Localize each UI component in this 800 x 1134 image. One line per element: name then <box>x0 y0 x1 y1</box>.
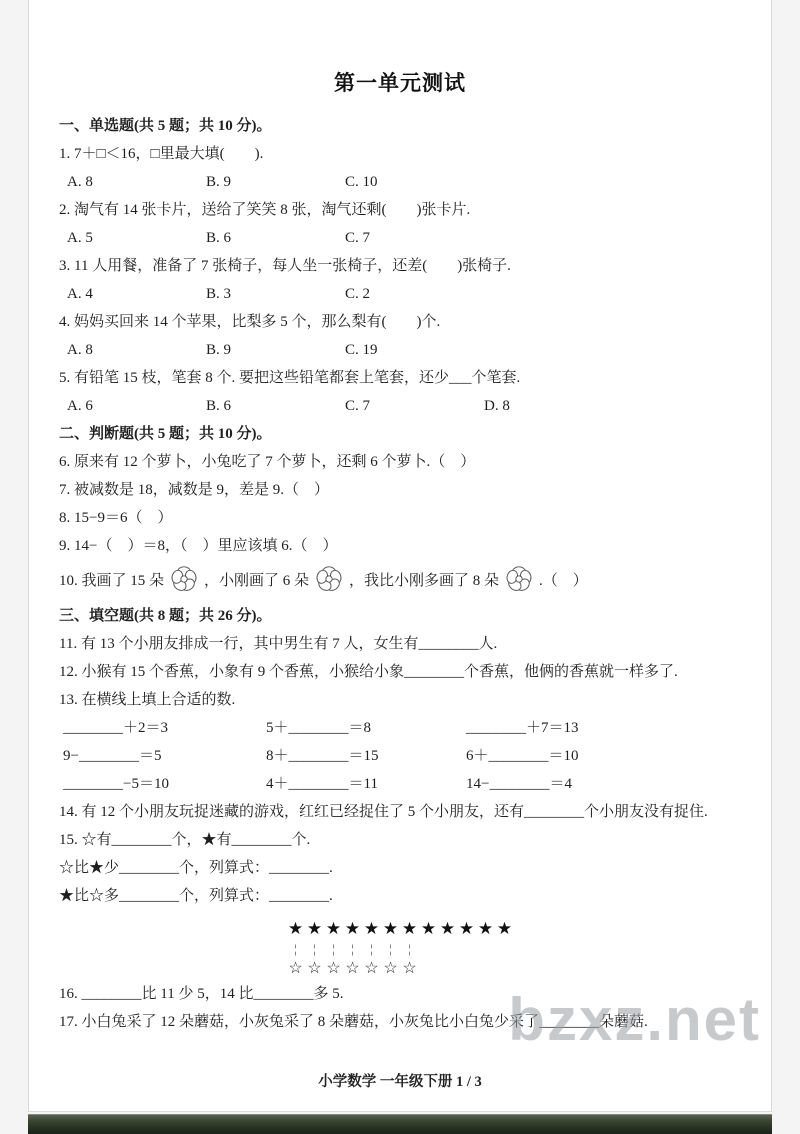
question-17-text: 17. 小白兔采了 12 朵蘑菇，小灰兔采了 8 朵蘑菇，小灰兔比小白兔少采了________朵蘑菇. <box>59 1014 648 1030</box>
option-c: C. 10 <box>345 174 378 190</box>
question-15-sub1: ☆比★少________个，列算式：________. <box>59 860 333 876</box>
question-10-part1: 10. 我画了 15 朵 <box>59 573 165 589</box>
option-b: B. 9 <box>206 174 232 190</box>
question-1-text: 1. 7＋□＜16，□里最大填( ). <box>59 146 264 162</box>
question-3-options <box>59 280 741 308</box>
hollow-stars-row: ☆ ☆ ☆ ☆ ☆ ☆ ☆ <box>288 960 417 977</box>
question-13-text: 13. 在横线上填上合适的数. <box>59 692 236 708</box>
option-c: C. 2 <box>345 286 371 302</box>
option-b: B. 6 <box>206 230 232 246</box>
option-b: B. 9 <box>206 342 232 358</box>
document-page <box>28 0 772 1112</box>
page-footer: 小学数学 一年级下册 1 / 3 <box>318 1074 482 1090</box>
option-a: A. 5 <box>67 230 93 246</box>
blank-equation: 8＋________＝15 <box>266 748 379 764</box>
option-b: B. 6 <box>206 398 232 414</box>
question-6-text: 6. 原来有 12 个萝卜，小兔吃了 7 个萝卜，还剩 6 个萝卜.（ ） <box>59 454 476 470</box>
question-10-part2: ，小刚画了 6 朵 <box>204 573 310 589</box>
question-2-options <box>59 224 741 252</box>
question-14-text: 14. 有 12 个小朋友玩捉迷藏的游戏，红红已经捉住了 5 个小朋友，还有________个小朋友没有捉住. <box>59 804 708 820</box>
section-heading-choice: 一、单选题(共 5 题；共 10 分)。 <box>59 118 272 134</box>
question-11-text: 11. 有 13 个小朋友排成一行，其中男生有 7 人，女生有________人. <box>59 636 498 652</box>
question-12-text: 12. 小猴有 15 个香蕉，小象有 9 个香蕉，小猴给小象________个香蕉，他俩的香蕉就一样多了. <box>59 664 678 680</box>
blank-equation: 6＋________＝10 <box>466 748 579 764</box>
blank-equation: 4＋________＝11 <box>266 776 378 792</box>
question-7-text: 7. 被减数是 18，减数是 9，差是 9.（ ） <box>59 482 330 498</box>
question-9-text: 9. 14−（ ）＝8，（ ）里应该填 6.（ ） <box>59 538 338 554</box>
equation-row-1 <box>59 714 741 742</box>
section-heading-judge: 二、判断题(共 5 题；共 10 分)。 <box>59 426 272 442</box>
option-b: B. 3 <box>206 286 232 302</box>
question-3-text: 3. 11 人用餐，准备了 7 张椅子，每人坐一张椅子，还差( )张椅子. <box>59 258 511 274</box>
blank-equation: 5＋________＝8 <box>266 720 372 736</box>
blank-equation: ________−5＝10 <box>63 776 169 792</box>
option-a: A. 8 <box>67 174 93 190</box>
question-4-text: 4. 妈妈买回来 14 个苹果，比梨多 5 个，那么梨有( )个. <box>59 314 441 330</box>
filled-stars-row: ★ ★ ★ ★ ★ ★ ★ ★ ★ ★ ★ ★ <box>287 919 513 938</box>
option-c: C. 19 <box>345 342 378 358</box>
blank-equation: 14−________＝4 <box>466 776 572 792</box>
page-title: 第一单元测试 <box>334 71 466 95</box>
question-10-part4: .（ ） <box>539 573 588 589</box>
question-15-sub2: ★比☆多________个，列算式：________. <box>59 888 333 904</box>
section-heading-fill: 三、填空题(共 8 题；共 26 分)。 <box>59 608 272 624</box>
question-5-text: 5. 有铅笔 15 枝，笔套 8 个. 要把这些铅笔都套上笔套，还少___个笔套. <box>59 370 521 386</box>
star-comparison-diagram <box>286 918 514 980</box>
question-5-options <box>59 392 741 420</box>
option-a: A. 8 <box>67 342 93 358</box>
flower-icon <box>166 564 202 594</box>
pairing-ticks-row: ¦ ¦ ¦ ¦ ¦ ¦ ¦ <box>294 941 411 956</box>
question-10-text <box>59 560 741 602</box>
flower-icon <box>501 564 537 594</box>
blank-equation: 9−________＝5 <box>63 748 162 764</box>
question-8-text: 8. 15−9＝6（ ） <box>59 510 173 526</box>
option-a: A. 6 <box>67 398 93 414</box>
question-4-options <box>59 336 741 364</box>
question-15-text: 15. ☆有________个，★有________个. <box>59 832 311 848</box>
question-10-part3: ，我比小刚多画了 8 朵 <box>349 573 500 589</box>
question-1-options <box>59 168 741 196</box>
blank-equation: ________＋2＝3 <box>63 720 169 736</box>
question-16-text: 16. ________比 11 少 5，14 比________多 5. <box>59 986 344 1002</box>
watermark: bzxz.net <box>508 986 761 1053</box>
blank-equation: ________＋7＝13 <box>466 720 579 736</box>
question-2-text: 2. 淘气有 14 张卡片，送给了笑笑 8 张，淘气还剩( )张卡片. <box>59 202 471 218</box>
flower-icon <box>311 564 347 594</box>
option-a: A. 4 <box>67 286 93 302</box>
equation-row-3 <box>59 770 741 798</box>
option-c: C. 7 <box>345 398 371 414</box>
equation-row-2 <box>59 742 741 770</box>
next-page-edge <box>28 1114 772 1134</box>
option-c: C. 7 <box>345 230 371 246</box>
option-d: D. 8 <box>484 398 510 414</box>
